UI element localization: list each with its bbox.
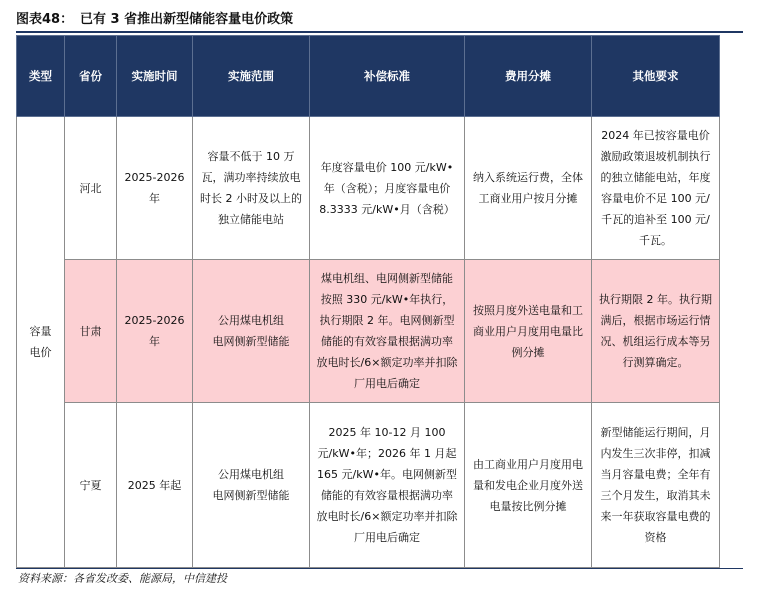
table-row [17, 403, 720, 568]
header-cost-sharing: 费用分摊 [465, 36, 592, 117]
policy-table [16, 35, 720, 568]
header-standard: 补偿标准 [310, 36, 465, 117]
header-other: 其他要求 [592, 36, 720, 117]
cost-sharing-cell: 按照月度外送电量和工商业用户月度用电量比例分摊 [465, 260, 592, 403]
header-scope: 实施范围 [193, 36, 310, 117]
standard-cell: 煤电机组、电网侧新型储能按照 330 元/kW•年执行，执行期限 2 年。电网侧新型储能的有效容量根据满功率放电时长/6×额定功率并扣除厂用电后确定 [310, 260, 465, 403]
scope-cell: 容量不低于 10 万瓦，满功率持续放电时长 2 小时及以上的独立储能电站 [193, 117, 310, 260]
footer-divider [16, 568, 743, 569]
figure-title: 已有 3 省推出新型储能容量电价政策 [80, 12, 294, 27]
table-header-row [17, 36, 720, 117]
cost-sharing-cell: 由工商业用户月度用电量和发电企业月度外送电量按比例分摊 [465, 403, 592, 568]
table-row [17, 260, 720, 403]
cost-sharing-cell: 纳入系统运行费，全体工商业用户按月分摊 [465, 117, 592, 260]
footer [16, 568, 743, 588]
other-cell: 新型储能运行期间，月内发生三次非停，扣减当月容量电费；全年有三个月发生，取消其未来一年获取容量电费的资格 [592, 403, 720, 568]
province-cell: 河北 [65, 117, 117, 260]
header-province: 省份 [65, 36, 117, 117]
header-period: 实施时间 [117, 36, 193, 117]
standard-cell: 2025 年 10-12 月 100 元/kW•年；2026 年 1 月起 165 元/kW•年。电网侧新型储能的有效容量根据满功率放电时长/6×额定功率并扣除厂用电后确定 [310, 403, 465, 568]
period-cell: 2025-2026 年 [117, 260, 193, 403]
scope-cell: 公用煤电机组 电网侧新型储能 [193, 260, 310, 403]
province-cell: 宁夏 [65, 403, 117, 568]
table-row [17, 117, 720, 260]
standard-cell: 年度容量电价 100 元/kW•年（含税）；月度容量电价 8.3333 元/kW•月（含税） [310, 117, 465, 260]
scope-cell: 公用煤电机组 电网侧新型储能 [193, 403, 310, 568]
title-divider [16, 31, 743, 33]
province-cell: 甘肃 [65, 260, 117, 403]
period-cell: 2025-2026 年 [117, 117, 193, 260]
other-cell: 2024 年已按容量电价激励政策退坡机制执行的独立储能电站，年度容量电价不足 100 元/千瓦的追补至 100 元/千瓦。 [592, 117, 720, 260]
header-type: 类型 [17, 36, 65, 117]
figure-caption [16, 6, 743, 30]
source-note: 资料来源：各省发改委、能源局，中信建投 [18, 572, 227, 585]
other-cell: 执行期限 2 年。执行期满后，根据市场运行情况、机组运行成本等另行测算确定。 [592, 260, 720, 403]
type-cell: 容量 电价 [17, 117, 65, 568]
figure-label: 图表48： [16, 12, 74, 27]
period-cell: 2025 年起 [117, 403, 193, 568]
